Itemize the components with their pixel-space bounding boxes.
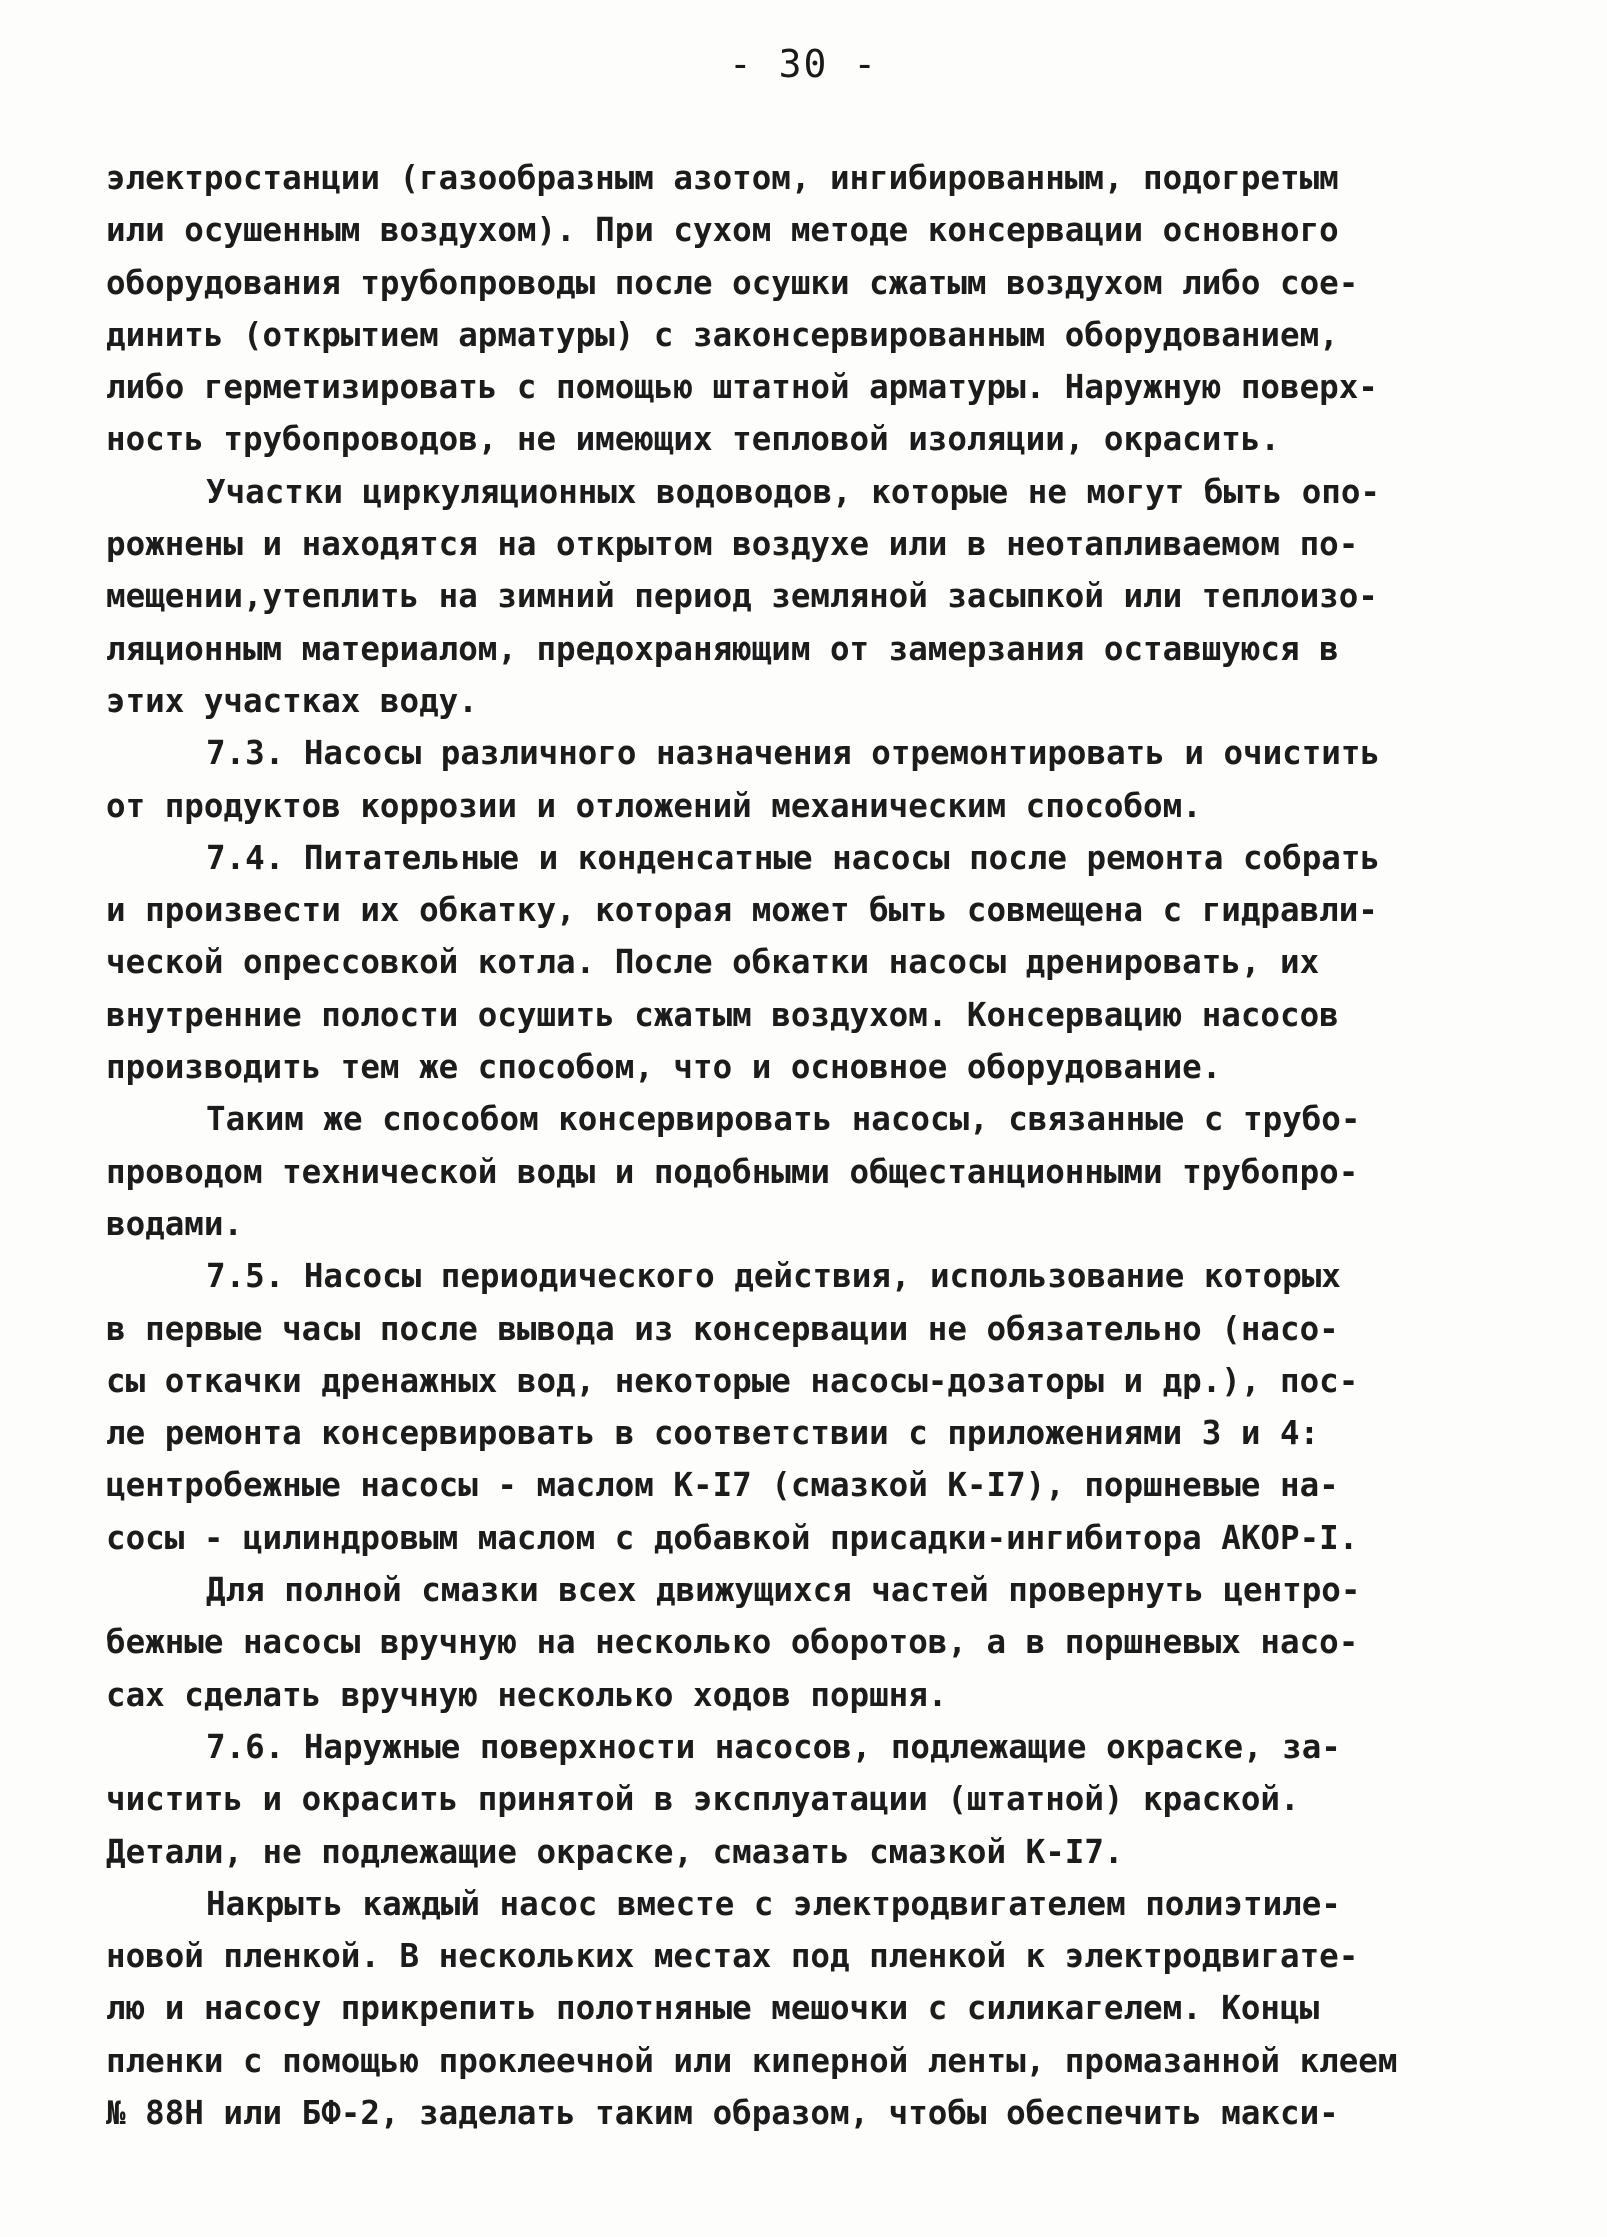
text-line: проводом технической воды и подобными общестанционными трубопро- bbox=[106, 1152, 1359, 1191]
page-number: - 30 - bbox=[728, 42, 879, 86]
text-line: бежные насосы вручную на несколько оборотов, а в поршневых насо- bbox=[106, 1623, 1359, 1662]
text-line: оборудования трубопроводы после осушки сжатым воздухом либо сое- bbox=[106, 263, 1359, 302]
text-line: производить тем же способом, что и основное оборудование. bbox=[106, 1048, 1222, 1087]
text-line: ческой опрессовкой котла. После обкатки насосы дренировать, их bbox=[106, 943, 1320, 982]
text-line: 7.4. Питательные и конденсатные насосы после ремонта собрать bbox=[206, 838, 1380, 877]
text-line: ность трубопроводов, не имеющих тепловой изоляции, окрасить. bbox=[106, 420, 1280, 459]
text-line: сы откачки дренажных вод, некоторые насосы-дозаторы и др.), пос- bbox=[106, 1361, 1359, 1400]
text-line: Для полной смазки всех движущихся частей провернуть центро- bbox=[206, 1571, 1361, 1610]
text-line: Таким же способом консервировать насосы, связанные с трубо- bbox=[206, 1100, 1361, 1139]
text-line: лю и насосу прикрепить полотняные мешочки с силикагелем. Концы bbox=[106, 1989, 1320, 2028]
text-line: центробежные насосы - маслом К-I7 (смазкой К-I7), поршневые на- bbox=[106, 1466, 1339, 1505]
text-line: № 88Н или БФ-2, заделать таким образом, чтобы обеспечить макси- bbox=[106, 2093, 1339, 2132]
text-line: в первые часы после вывода из консервации не обязательно (насо- bbox=[106, 1309, 1339, 1348]
text-line: Детали, не подлежащие окраске, смазать смазкой К-I7. bbox=[106, 1832, 1124, 1871]
text-line: и произвести их обкатку, которая может быть совмещена с гидравли- bbox=[106, 891, 1378, 930]
text-line: сах сделать вручную несколько ходов поршня. bbox=[106, 1675, 948, 1714]
text-line: водами. bbox=[106, 1204, 243, 1243]
text-line: либо герметизировать с помощью штатной арматуры. Наружную поверх- bbox=[106, 368, 1378, 407]
text-line: Участки циркуляционных водоводов, которые не могут быть опо- bbox=[206, 472, 1380, 511]
text-line: или осушенным воздухом). При сухом методе консервации основного bbox=[106, 211, 1339, 250]
text-line: Накрыть каждый насос вместе с электродвигателем полиэтиле- bbox=[206, 1884, 1341, 1923]
text-line: рожнены и находятся на открытом воздухе или в неотапливаемом по- bbox=[106, 525, 1359, 564]
text-line: 7.5. Насосы периодического действия, использование которых bbox=[206, 1257, 1341, 1296]
text-line: сосы - цилиндровым маслом с добавкой присадки-ингибитора АКОР-I. bbox=[106, 1518, 1359, 1557]
text-line: пленки с помощью проклеечной или киперной ленты, промазанной клеем bbox=[106, 2041, 1398, 2080]
text-line: чистить и окрасить принятой в эксплуатации (штатной) краской. bbox=[106, 1780, 1300, 1819]
text-line: внутренние полости осушить сжатым воздухом. Консервацию насосов bbox=[106, 995, 1339, 1034]
text-line: ле ремонта консервировать в соответствии с приложениями 3 и 4: bbox=[106, 1414, 1320, 1453]
text-line: новой пленкой. В нескольких местах под пленкой к электродвигате- bbox=[106, 1937, 1359, 1976]
text-line: этих участках воду. bbox=[106, 681, 478, 720]
text-line: электростанции (газообразным азотом, ингибированным, подогретым bbox=[106, 159, 1339, 197]
text-line: от продуктов коррозии и отложений механическим способом. bbox=[106, 786, 1202, 825]
document-body bbox=[106, 152, 1516, 2139]
text-line: мещении,утеплить на зимний период земляной засыпкой или теплоизо- bbox=[106, 577, 1378, 616]
text-line: 7.3. Насосы различного назначения отремонтировать и очистить bbox=[206, 734, 1380, 773]
text-line: ляционным материалом, предохраняющим от замерзания оставшуюся в bbox=[106, 629, 1339, 668]
text-line: 7.6. Наружные поверхности насосов, подлежащие окраске, за- bbox=[206, 1727, 1341, 1766]
text-line: динить (открытием арматуры) с законсервированным оборудованием, bbox=[106, 315, 1339, 354]
